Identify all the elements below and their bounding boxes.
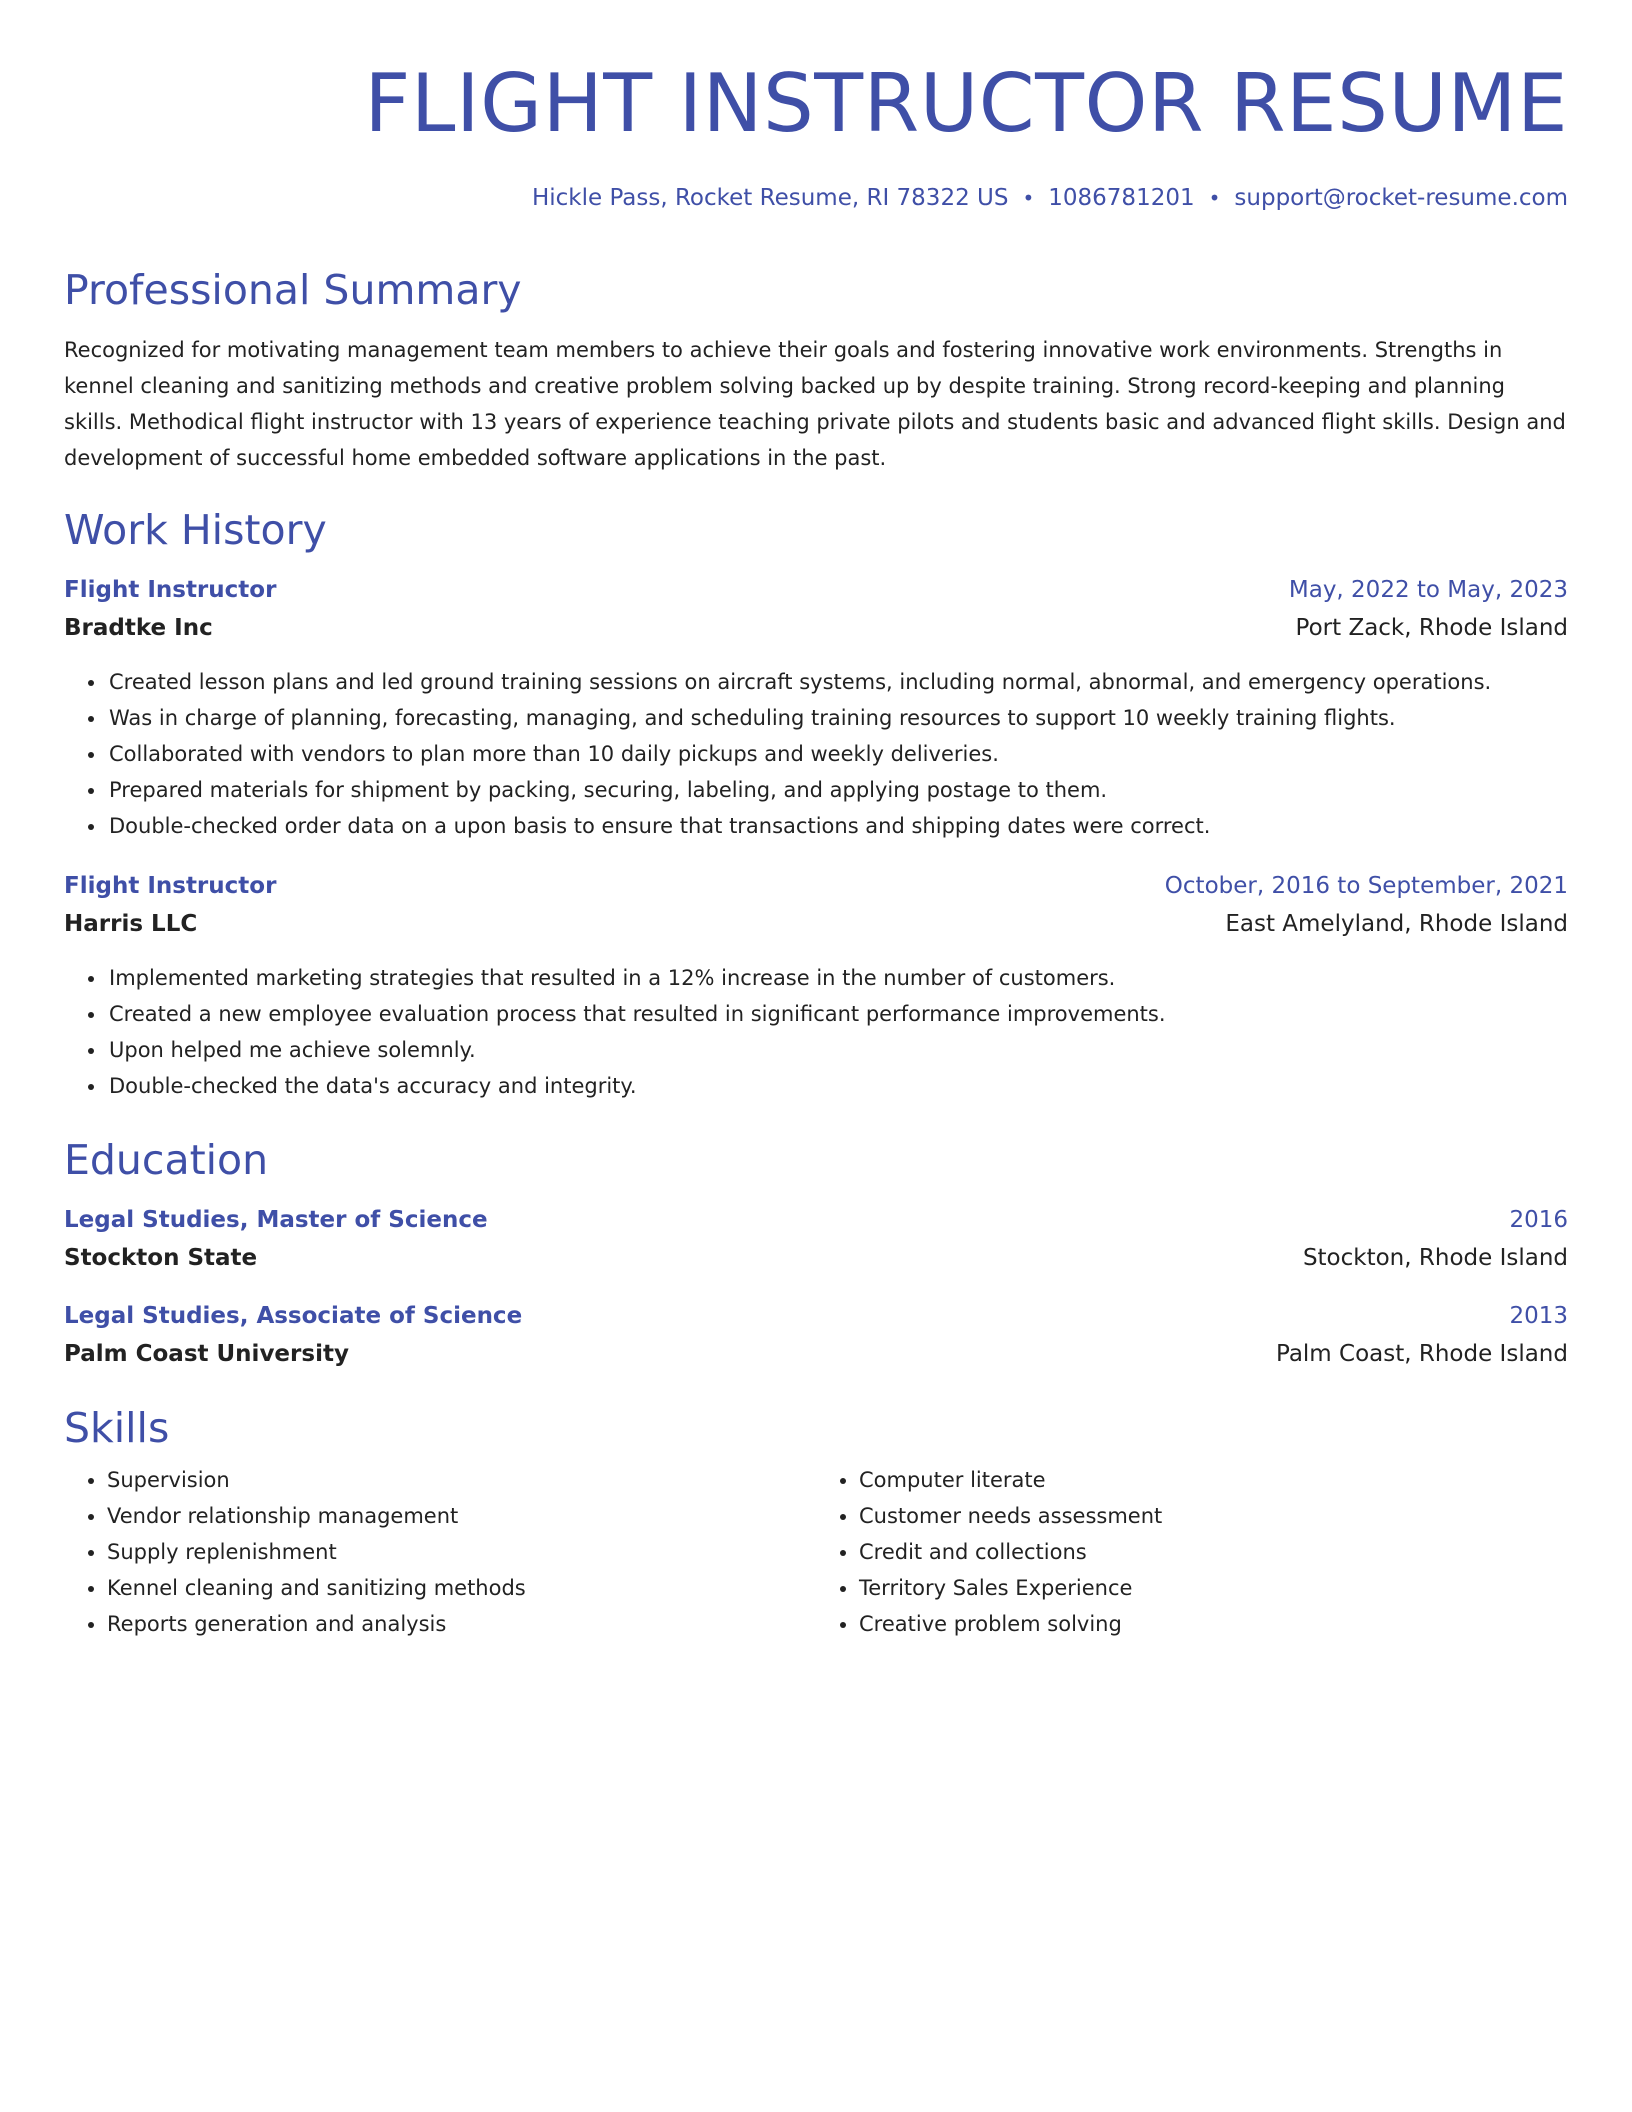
job-bullets [64,664,1568,844]
contact-separator: • [1022,186,1035,210]
education-location: Stockton, Rhode Island [1302,1245,1568,1271]
skill-item: • Supply replenishment [107,1534,816,1570]
skill-item: • Supervision [107,1462,816,1498]
education-location: Palm Coast, Rhode Island [1275,1341,1568,1367]
skill-item: • Creative problem solving [859,1606,1568,1642]
education-year: 2013 [1509,1303,1568,1329]
job-bullet: • Implemented marketing strategies that resulted in a 12% increase in the number of customers. [107,960,1568,996]
skill-item: • Credit and collections [859,1534,1568,1570]
job-bullet: • Upon helped me achieve solemnly. [107,1032,1568,1068]
education-entry [64,1204,1568,1274]
job-entry [64,870,1568,1104]
education-heading: Education [64,1136,269,1184]
job-dates: May, 2022 to May, 2023 [1288,577,1568,603]
job-dates: October, 2016 to September, 2021 [1164,873,1568,899]
education-degree: Legal Studies, Associate of Science [64,1303,523,1329]
job-bullet: • Created a new employee evaluation process that resulted in significant performance improvements. [107,996,1568,1032]
education-school: Stockton State [64,1245,258,1271]
job-bullets [64,960,1568,1104]
summary-text: Recognized for motivating management team members to achieve their goals and fostering innovative work environments. Strengths in kennel cleaning and sanitizing methods and creative problem solving backed up by despite training. Strong record-keeping and planning skills. Methodical flight instructor with 13 years of experience teaching private pilots and students basic and advanced flight skills. Design and development of successful home embedded software applications in the past. [64,338,1566,470]
job-company: Harris LLC [64,911,198,937]
job-title: Flight Instructor [64,577,277,603]
skills-columns [64,1462,1568,1642]
skill-item: • Vendor relationship management [107,1498,816,1534]
job-company: Bradtke Inc [64,615,213,641]
resume-title: FLIGHT INSTRUCTOR RESUME [364,57,1568,150]
contact-separator: • [1208,186,1221,210]
job-bullet: • Created lesson plans and led ground training sessions on aircraft systems, including normal, abnormal, and emergency operations. [107,664,1568,700]
job-bullet: • Double-checked order data on a upon basis to ensure that transactions and shipping dates were correct. [107,808,1568,844]
skill-item: • Computer literate [859,1462,1568,1498]
job-location: Port Zack, Rhode Island [1295,615,1568,641]
job-entry [64,574,1568,844]
job-bullet: • Double-checked the data's accuracy and integrity. [107,1068,1568,1104]
work-history-heading: Work History [64,506,327,554]
job-bullet: • Was in charge of planning, forecasting, managing, and scheduling training resources to support 10 weekly training flights. [107,700,1568,736]
skill-item: • Territory Sales Experience [859,1570,1568,1606]
education-entry [64,1300,1568,1370]
education-school: Palm Coast University [64,1341,349,1367]
contact-line [64,182,1568,214]
skills-list-right [816,1462,1568,1642]
education-degree: Legal Studies, Master of Science [64,1207,488,1233]
contact-address: Hickle Pass, Rocket Resume, RI 78322 US [531,185,1009,211]
skills-heading: Skills [64,1404,170,1452]
job-title: Flight Instructor [64,873,277,899]
skill-item: • Customer needs assessment [859,1498,1568,1534]
job-bullet: • Collaborated with vendors to plan more than 10 daily pickups and weekly deliveries. [107,736,1568,772]
job-location: East Amelyland, Rhode Island [1225,911,1568,937]
contact-phone: 1086781201 [1048,185,1195,211]
skill-item: • Reports generation and analysis [107,1606,816,1642]
skill-item: • Kennel cleaning and sanitizing methods [107,1570,816,1606]
skills-list-left [64,1462,816,1642]
job-bullet: • Prepared materials for shipment by packing, securing, labeling, and applying postage to them. [107,772,1568,808]
summary-heading: Professional Summary [64,266,522,314]
contact-email[interactable]: support@rocket-resume.com [1234,185,1568,211]
education-year: 2016 [1509,1207,1568,1233]
